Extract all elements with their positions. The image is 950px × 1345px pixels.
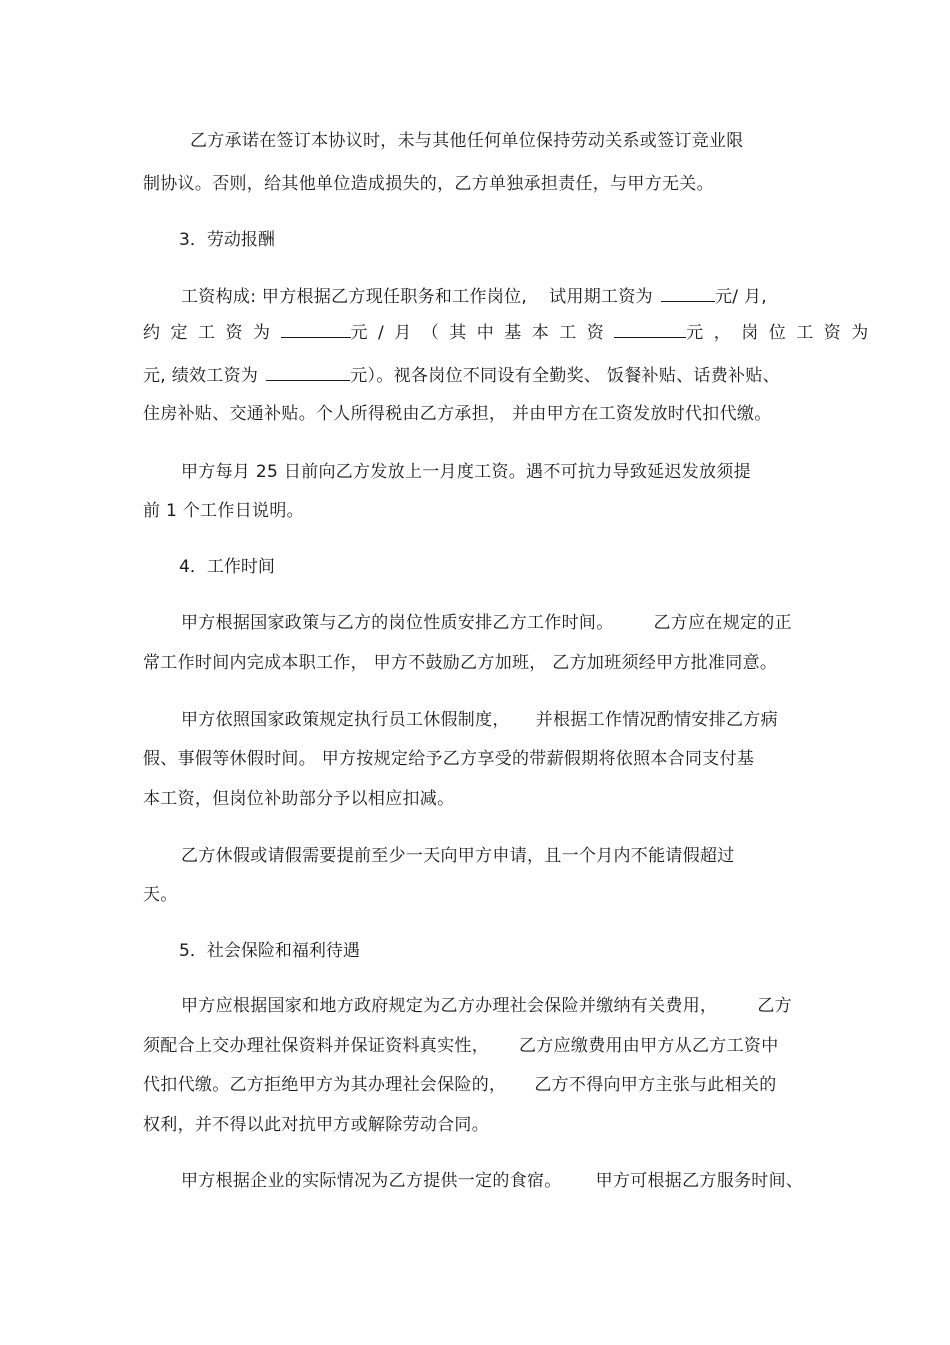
probation-wage-label: 试用期工资为 (549, 287, 653, 307)
paragraph-7-line-2 (143, 1035, 779, 1057)
insurance-text-6: 乙方不得向甲方主张与此相关的 (534, 1075, 777, 1095)
paragraph-2-line-3 (143, 364, 780, 387)
insurance-text: 甲方应根据国家和地方政府规定为乙方办理社会保险并缴纳有关费用， (181, 996, 718, 1016)
section-heading-5: 5．社会保险和福利待遇 (179, 941, 360, 961)
paragraph-6-line-1: 乙方休假或请假需要提前至少一天向甲方申请，且一个月内不能请假超过 (181, 846, 735, 866)
paragraph-4-line-1 (181, 612, 792, 634)
paragraph-7-line-1 (181, 995, 792, 1017)
paragraph-5-line-3: 本工资，但岗位补助部分予以相应扣减。 (143, 789, 455, 809)
paragraph-8-line-1 (181, 1170, 803, 1192)
base-wage-blank (614, 321, 686, 338)
paragraph-5-line-1 (181, 709, 778, 731)
section-heading-4: 4．工作时间 (179, 557, 275, 577)
performance-wage-blank (266, 364, 350, 381)
probation-wage-unit: 元/ 月, (714, 287, 767, 307)
post-wage-label: 元，岗位工资为 (686, 323, 879, 343)
allowance-text: 元）。视各岗位不同设有全勤奖、 饭餐补贴、话费补贴、 (350, 366, 780, 386)
wage-structure-text: 工资构成: 甲方根据乙方现任职务和工作岗位, (181, 287, 528, 307)
paragraph-1-line-1: 乙方承诺在签订本协议时，未与其他任何单位保持劳动关系或签订竞业限 (190, 131, 744, 151)
work-time-text-2: 乙方应在规定的正 (653, 613, 792, 633)
insurance-text-4: 乙方应缴费用由甲方从乙方工资中 (519, 1036, 779, 1056)
performance-wage-label: 元, 绩效工资为 (143, 366, 259, 386)
base-wage-label: 元/月（其中基本工资 (350, 323, 615, 343)
paragraph-7-line-4: 权利，并不得以此对抗甲方或解除劳动合同。 (143, 1115, 489, 1135)
paragraph-3-line-1: 甲方每月 25 日前向乙方发放上一月度工资。遇不可抗力导致延迟发放须提 (181, 462, 751, 482)
paragraph-2-line-1 (181, 285, 767, 308)
probation-wage-blank (661, 285, 715, 302)
paragraph-6-line-2: 天。 (143, 885, 178, 905)
paragraph-4-line-2: 常工作时间内完成本职工作， 甲方不鼓励乙方加班， 乙方加班须经甲方批准同意。 (143, 653, 778, 673)
paragraph-7-line-3 (143, 1074, 777, 1096)
section-heading-3: 3．劳动报酬 (179, 230, 275, 250)
paragraph-1-line-2: 制协议。否则，给其他单位造成损失的，乙方单独承担责任，与甲方无关。 (143, 174, 714, 194)
insurance-text-3: 须配合上交办理社保资料并保证资料真实性， (143, 1036, 489, 1056)
agreed-wage-blank (281, 321, 351, 338)
paragraph-3-line-2: 前 1 个工作日说明。 (143, 501, 304, 521)
paragraph-5-line-2: 假、事假等休假时间。 甲方按规定给予乙方享受的带薪假期将依照本合同支付基 (143, 749, 755, 769)
work-time-text: 甲方根据国家政策与乙方的岗位性质安排乙方工作时间。 (181, 613, 614, 633)
paragraph-2-line-2 (143, 321, 879, 344)
insurance-text-5: 代扣代缴。乙方拒绝甲方为其办理社会保险的， (143, 1075, 507, 1095)
agreed-wage-label: 约定工资为 (143, 323, 281, 343)
leave-policy-text: 甲方依照国家政策规定执行员工休假制度， (181, 710, 510, 730)
leave-policy-text-2: 并根据工作情况酌情安排乙方病 (535, 710, 778, 730)
welfare-text-2: 甲方可根据乙方服务时间、 (595, 1171, 804, 1191)
insurance-text-2: 乙方 (757, 996, 792, 1016)
paragraph-2-line-4: 住房补贴、交通补贴。个人所得税由乙方承担， 并由甲方在工资发放时代扣代缴。 (143, 404, 772, 424)
welfare-text: 甲方根据企业的实际情况为乙方提供一定的食宿。 (181, 1171, 562, 1191)
